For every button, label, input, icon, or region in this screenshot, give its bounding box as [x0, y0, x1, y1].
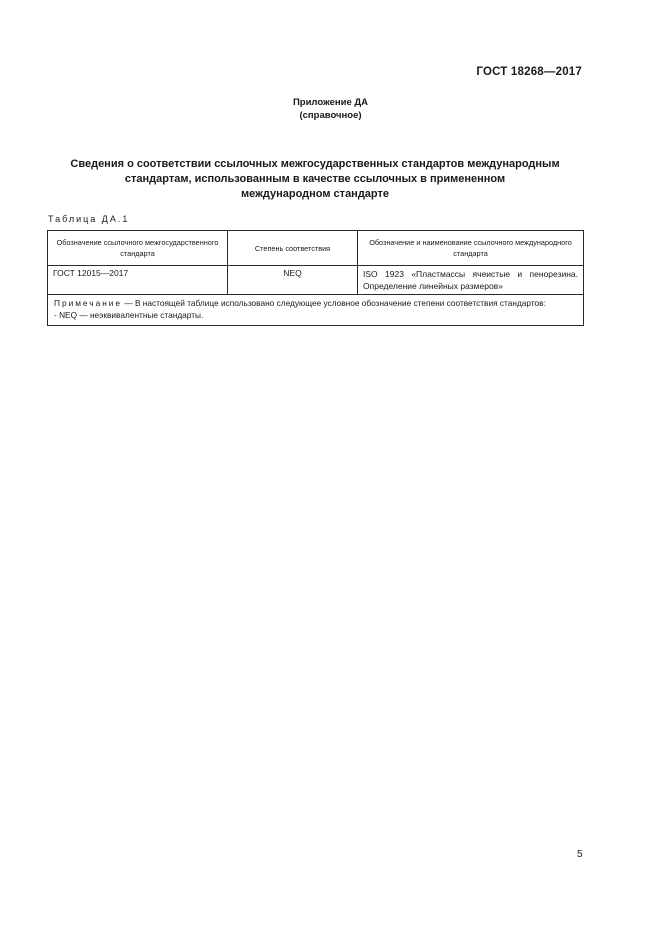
note-label: Примечание	[54, 298, 123, 308]
column-header-standard: Обозначение ссылочного межгосударственного стандарта	[48, 231, 228, 266]
note-item: - NEQ — неэквивалентные стандарты.	[54, 309, 204, 320]
document-title-line-3: международном стандарте	[240, 188, 390, 200]
table-note-row	[48, 295, 584, 326]
annex-status: (справочное)	[299, 110, 362, 121]
annex-title: Приложение ДА	[292, 97, 369, 108]
document-title-line-2: стандартам, использованным в качестве ссылочных в примененном	[124, 173, 506, 185]
page-number: 5	[577, 849, 583, 860]
note-text: — В настоящей таблице использовано следующее условное обозначение степени соответствия стандартов:	[122, 298, 546, 308]
standard-code: ГОСТ 18268—2017	[476, 66, 582, 78]
cell-standard: ГОСТ 12015—2017	[48, 266, 228, 295]
correspondence-table	[47, 230, 584, 326]
cell-degree: NEQ	[228, 266, 358, 295]
column-header-international: Обозначение и наименование ссылочного международного стандарта	[358, 231, 584, 266]
table-caption: Таблица ДА.1	[48, 214, 130, 224]
annex-heading	[0, 96, 661, 122]
document-title	[60, 157, 570, 202]
table-header-row	[48, 231, 584, 266]
table-note	[48, 295, 584, 326]
document-title-line-1: Сведения о соответствии ссылочных межгосударственных стандартов международным	[70, 158, 560, 170]
cell-international: ISO 1923 «Пластмассы ячеистые и пенорезина. Определение линейных размеров»	[358, 266, 584, 295]
table-row	[48, 266, 584, 295]
column-header-degree: Степень соответствия	[228, 231, 358, 266]
